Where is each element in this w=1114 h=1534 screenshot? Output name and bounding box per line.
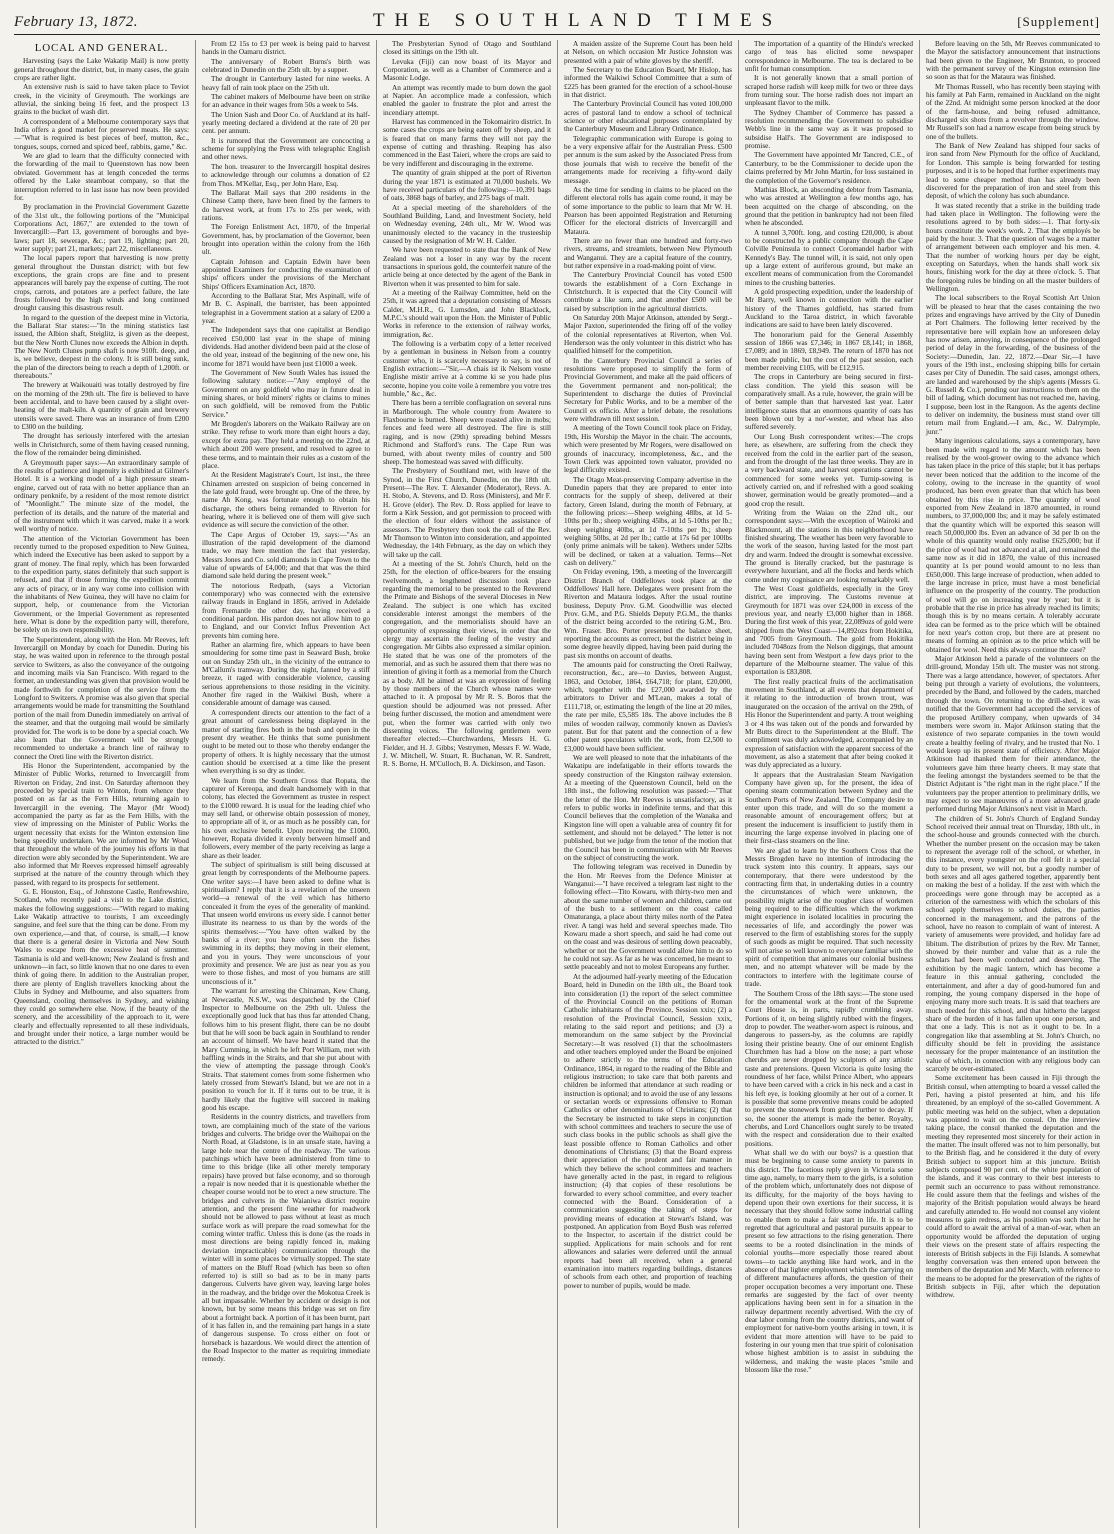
section-heading: LOCAL AND GENERAL.: [34, 42, 169, 54]
article-paragraph: A gold prospecting expedition, under the leadership of Mr Barry, well known in connection with the earlier history of the Thames goldfield, has started from Auckland to the Taroa district, in which favorable indications are said to have been lately discovered.: [745, 287, 913, 330]
article-paragraph: A tunnel 3,700ft. long, and costing £20,000, is about to be constructed by a public company through the Cape Colville Peninsula to connect Coromandel harbor with Kennedy's Bay. The tunnel will, it is said, not only open up a large extent of auriferous ground, but make an excellent means of communication from the Coromandel mines to the crushing batteries.: [745, 228, 913, 287]
article-paragraph: It is not generally known that a small portion of scraped horse radish will keep milk for two or three days from turning sour. The horse radish does not impart an unpleasant flavor to the milk.: [745, 74, 913, 108]
article-paragraph: We have been requested to state that the Bank of New Zealand was not a loser in any way by the recent transactions in spurious gold, the counterfeit nature of the article being at once detected by the agent of the Bank in Riverton when it was presented to him for sale.: [383, 246, 551, 288]
article-paragraph: Rather an alarming fire, which appears to have been smouldering for some time past in Seaward Bush, broke out on Sunday 25th ult., in the vicinity of the entrance to M'Callum's tramway. During the night, fanned by a stiff breeze, it raged with considerable violence, causing serious apprehensions to those residing in the vicinity. Another fire raged in the Waikiwi Bush, where a considerable amount of damage was caused.: [202, 641, 370, 708]
article-paragraph: Captain Johnson and Captain Edwin have been appointed Examiners for conducting the examination of ships' officers under the provisions of the Merchant Ships' Officers Examination Act, 1870.: [202, 257, 370, 291]
article-paragraph: G. E. Houston, Esq., of Johnstone Castle, Renfrewshire, Scotland, who recently paid a visit to the Lake district, makes the following suggestions:—"With regard to making Lake Wakatip attractive to tourists, I am exceedingly sanguine, and feel sure that the thing can be done. From my own experience,—and that, of course, is small,—I know that there is a general desire in Victoria and New South Wales to escape from the excessive heat of summer. Tasmania is old and well-known; New Zealand is fresh and unknown—in fact, so little known that no one dares to even think of going there. In addition to the Australian proper, there are plenty of English travellers knocking about the Clubs in Sydney and Melbourne, and also squatters from Queensland, cooling themselves in Sydney, and wishing they could go somewhere else. Now, if the beauty of the scenery, and the accessibility of the approach to it, were clearly and effectually represented to all these individuals, and brought under their notice, a large number would be attracted to the district.": [14, 888, 189, 1047]
article-paragraph: The following telegram was received in Dunedin by the Hon. Mr Reeves from the Defence Minister at Wanganui:—"I have received a telegram last night to the following effect—Tito Kowaru, with thirty-two men and about the same number of women and children, came out of the bush to a settlement on the coast called Omaturanga, a place about thirty miles north of the Patea river. A tangi was held and several speeches made. Tito Kowaru made a short speech, and said he had come out on the coast and was desirous of settling down peaceably, whether or not the Government would allow him to do so he could not say. As far as he was concerned, he meant to settle peaceably and not to molest Europeans any further.: [564, 863, 732, 972]
article-paragraph: Mathias Block, an absconding debtor from Tasmania, who was arrested at Wellington a few months ago, has been acquitted on the charge of absconding, on the ground that the petition in bankruptcy had not been filed when he absconded.: [745, 185, 913, 228]
article-paragraph: The Ballarat Mail says that 200 residents in the Chinese Camp there, have been fined by the farmers to do harvest work, at from 17s to 25s per week, with rations.: [202, 188, 370, 222]
article-paragraph: A maiden assize of the Supreme Court has been held at Nelson, on which occasion Mr Justice Johnston was presented with a pair of white gloves by the sheriff.: [564, 40, 732, 65]
article-paragraph: Writing from the Waiau on the 22nd ult., our correspondent says:—With the exception of Wairoki and Blackmount, all the stations in this neighborhood have finished shearing. The weather has been very favorable to the work of the season, having lasted for the most part dry and warm. Indeed the drought is somewhat excessive. The ground is literally cracked, but the pasturage is everywhere luxuriant, and all the flocks and herds which come under my cognisance are looking remarkably well.: [745, 508, 913, 584]
article-paragraph: The Cape Argus of October 19, says:—"As an illustration of the rapid development of the diamond trade, we may here mention the fact that yesterday, Messrs Jones and Co. sold diamonds in Cape Town to the value of upwards of £4,000; and that that was the third diamond sale held during the present week.": [202, 530, 370, 581]
article-paragraph: A meeting of the Town Council took place on Friday, 19th, His Worship the Mayor in the chair. The accounts, which were presented by Mr Rogers, were disallowed on grounds of inaccuracy, incompleteness, &c., and the Town Clerk was appointed town valuator, provided no legal difficulty existed.: [564, 424, 732, 475]
column-6: [919, 40, 1100, 1528]
article-paragraph: The local subscribers to the Royal Scottish Art Union will be pleased to hear that the cases containing the two prizes and engravings have arrived by the City of Dunedin at Port Chalmers. The following letter received by the representative here will explain how an unforeseen delay has now arisen, annoying, in consequence of the prolonged period of delay in the forwarding, of the business of the Society:—Dunedin, Jan. 22, 1872.—Dear Sir,—I have yours of the 19th inst., enclosing shipping bills for certain cases per City of Dunedin. The said cases, amongst others, are landed and warehoused by the ship's agents (Messrs G. G. Russell & Co.), pending our instructions to them on the bill of lading, which document has not reached me, having, I suppose, been lost in the Rangoon. As the agents decline to deliver on indemnity, the business must stand over till return mail from England.—I am, &c., W. Dalrymple, junr.": [926, 294, 1100, 436]
column-3: [376, 40, 557, 1528]
article-paragraph: The honorarium paid for the General Assembly session of 1866 was £7,346; in 1867 £8,141; in 1868, £7,089; and in 1869, £8,949. The return of 1870 has not been made public, but the cost of the past session, each member receiving £105, will be £12,915.: [745, 330, 913, 373]
article-paragraph: The attention of the Victorian Government has been recently turned to the proposed expedition to New Guinea, which indeed the Executive has been asked to support by a grant of money. The final reply, which has been forwarded to the expedition party, states definitely that such support is refused, and that if those forming the expedition commit any acts of piracy, or in any way come into collision with the inhabitants of New Guinea, they will have no claim for support, help, or countenance from the Victorian Government, or the Imperial Government as represented here. What is done by the expedition party will, therefore, be solely on its own responsibility.: [14, 534, 189, 635]
article-paragraph: The cabinet makers of Melbourne have been on strike for an advance in their wages from 50s a week to 54s.: [202, 93, 370, 110]
article-paragraph: Major Atkinson held a parade of the volunteers on the drill-ground, Monday 15th ult. The muster was not strong. There was a large attendance, however, of spectators. After being put through a variety of evolutions, the volunteers, preceded by the Band, and followed by the cadets, marched through the town. On returning to the drill-shed, it was notified that the Government had accepted the services of the proposed Artillery company, when upwards of 34 members were sworn in. Major Atkinson stating that the existence of two separate companies in the town would create a healthy feeling of rivalry, and he trusted that No. 1 would keep up its present state of efficiency. After Major Atkinson had thanked them for their attendance, the volunteers gave him three hearty cheers. It may state that the feeling amongst the bystanders seemed to be that the District Adjutant is "the right man in the right place." If the volunteers pay the proper attention to preliminary drills, we may expect to see manœuvres of a more advanced grade performed during Major Atkinson's next visit in March.: [926, 655, 1100, 814]
article-paragraph: The Canterbury Provincial Council has voted £500 towards the establishment of a Corn Exchange in Christchurch. It is expected that the City Council will contribute a like sum, and that another £500 will be raised by subscription in the agricultural districts.: [564, 271, 732, 313]
article-paragraph: The subject of spiritualism is still being discussed at great length by correspondents of the Melbourne papers. One writer says:—I have been asked to define what is spiritualism? I reply that it is a revelation of the unseen world—a renewal of the veil which has hitherto concealed it from the eyes of the generality of mankind. That unseen world environs us every side. I cannot better illustrate its nearness to us than by the words of the spirits themselves:—"You have often walked by the banks of a river; you have often seen the fishes swimming in its depths; they moving in their element, and you in yours. They were unconscious of your proximity and presence. We are just as near you as you were to those fishes, and most of you humans are still unconscious of it.": [202, 861, 370, 986]
article-paragraph: The Presbytery of Southland met, with leave of the Synod, in the First Church, Dunedin, on the 18th ult. Present—The Rev. T. Alexander (Moderator), Revs. A. H. Stobo, A. Stevens, and D. Ross (Ministers), and Mr F. H. Grove (elder). The Rev. D. Ross applied for leave to form a Kirk Session, and got permission to proceed with the election of four elders without the assistance of assessors. The Presbytery then took the call of the Rev. Mr Thomson to Winton into consideration, and appointed Wednesday, the 14th February, as the day on which they will take up the call.: [383, 467, 551, 559]
article-paragraph: The Sydney Chamber of Commerce has passed a resolution recommending the Government to subsidise Webb's line in the same way as it was proposed to subsidise Hall's. The Government are indisposed to promise.: [745, 108, 913, 151]
article-paragraph: From £2 15s to £3 per week is being paid to harvest hands in the Oamaru district.: [202, 40, 370, 57]
article-paragraph: The children of St. John's Church of England Sunday School received their annual treat on Thursday, 18th ult., in the school-house and grounds connected with the church. Whether the number present on the occasion may be taken to represent the average roll of the school, or whether, in this instance, every youngster on the roll felt it a special duty to be present, we will not, but a goodly number of both sexes and all ages gathered together, apparently bent on making the best of a holiday. If the zest with which the proceedings were gone through may be accepted as a criterion of the earnestness with which the scholars of this school apply themselves to school duties, the parties concerned in the management, and the patrons of the school, have no reason to complain of want of interest. A variety of amusements were provided, and holiday fare ad libitum. The distribution of prizes by the Rev. Mr Tanner, showed by their number and value that as a rule the scholars had been well conducted and deserving. The exhibition by the magic lantern, which has become a feature in this annual gathering, concluded the entertainment, and after a day of good-humored fun and romping, the young company dispersed in the hope of enjoying many more such treats. It is said that teachers are much needed for this school, and that hitherto the largest share of the burden of it has fallen upon one person, and that one a lady. This is not as it ought to be. In a congregation like that assembling at St. John's Church, no difficulty should be felt in providing the assistance necessary for the proper maintenance of an institution the value of which, in connection with any religious body can scarcely be over-estimated.: [926, 814, 1100, 1073]
article-paragraph: Before leaving on the 5th, Mr Reeves communicated to the Mayor the satisfactory announcement that instructions had been given to the Engineer, Mr Brunton, to proceed with the permanent survey of the Kingston extension line so soon as that for the Mataura was finished.: [926, 40, 1100, 82]
article-paragraph: There are no fewer than one hundred and forty-two rivers, streams, and streamlets, between New Plymouth and Wanganui. They are a capital feature of the country, but rather expensive in a road-making point of view.: [564, 236, 732, 270]
article-paragraph: The importation of a quantity of the Hindu's wrecked cargo of teas has elicited some newspaper correspondence in Melbourne. The tea is declared to be unfit for human consumption.: [745, 40, 913, 74]
article-paragraph: By proclamation in the Provincial Government Gazette of the 31st ult., the following portions of the "Municipal Corporations Act, 1867," are extended to the town of Invercargill:—Part 13, government of boroughs and bye-laws; part 18, sewerage, &c.; part 19, lighting; part 20, water supply; part 21, markets; part 22, miscellaneous.: [14, 203, 189, 253]
article-paragraph: We learn from the Southern Cross that Ropata, the capturer of Kereopa, and dealt handsomely with in that colony, has elected the Government as trustee in respect to the £1000 reward. It is usual for the leading chief who may sell land, or otherwise obtain possession of money, to appropriate all of it, or as much as he possibly can, for his own exclusive benefit. Upon receiving the £1000, however, Ropata divided it evenly between himself and followers, every member of the party receiving as large a share as their leader.: [202, 776, 370, 860]
masthead-rule: [14, 34, 1100, 35]
article-paragraph: We are glad to learn by the Southern Cross that the Messrs Brogden have no intention of introducing the truck system into this country. It appears, says our contemporary, that there were understood by the contracting firm that, in undertaking duties in a country the circumstances of which were unknown, the possibility might arise of the rougher class of workmen being required to the difficulties which the workmen might experience in isolated localities in procuring the necessaries of life, and accordingly the power was reserved to the firm of establishing stores for the supply of such goods as might be required. That such necessity will not arise so well known to everyone familiar with the spirit of competition that animates our colonial business men, and no attempt whatever will be made by the contractors to interfere with the legitimate course of trade.: [745, 846, 913, 989]
article-paragraph: The crops in Canterbury are being secured in first-class condition. The yield this season will be comparatively small. As a rule, however, the grain will be of better sample than that harvested last year. Later intelligence states that an enormous quantity of oats has been blown out by a nor'-wester, and wheat has also suffered severely.: [745, 373, 913, 432]
article-paragraph: The Government of New South Wales has issued the following salutary notice:—"Any employé of the Government on any goldfield who may in future deal in mining shares, or hold miners' rights or claims to mines on such goldfield, will be removed from the Public Service.": [202, 369, 370, 419]
article-paragraph: The notorious Redpath, (says a Victorian contemporary) who was connected with the extensive railway frauds in England in 1856, arrived in Adelaide from Fremantle the other day, having received a conditional pardon. His pardon does not allow him to go to England, and our Convict Influx Prevention Act prevents him coming here.: [202, 581, 370, 640]
article-paragraph: Mr Thomas Russell, who has recently been staying with his family at Pah Farm, remained in Auckland on the night of the 22nd. At midnight some person knocked at the door of the farm-house, and being refused admittance, discharged six shots from a revolver through the window. Mr Russell's son had a narrow escape from being struck by one of the bullets.: [926, 82, 1100, 141]
article-paragraph: The Superintendent, along with the Hon. Mr Reeves, left Invercargill on Monday by coach for Dunedin. During his stay, he was waited upon in reference to the through postal service to Switzers, as also the conveyance of the outgoing and incoming mails via San Francisco. With regard to the former, an understanding was given that provision would be made forthwith for completion of the service from the Longford to Switzers. A promise was also given that special arrangements would be made for transmitting the Southland portion of the mail from Dunedin immediately on arrival of the steamer, and that the outgoing mail would be similarly provided for. The work is to be done by a special coach. We also learn that the Government will be strongly recommended to undertake a branch line of railway to connect the Oreti line with the Riverton district.: [14, 635, 189, 761]
article-paragraph: The Secretary to the Education Board, Mr Hislop, has informed the Waikiwi School Committee that a sum of £225 has been granted for the erection of a school-house in that district.: [564, 66, 732, 100]
article-paragraph: The Independent says that one capitalist at Bendigo received £50,000 last year in the shape of mining dividends. Had another dividend been paid at the close of the old year, instead of the beginning of the new one, his income for 1871 would have been just £1000 a week.: [202, 326, 370, 368]
article-paragraph: As the time for sending in claims to be placed on the different electoral rolls has again come round, it may be of some importance to the public to learn that Mr W. H. Pearson has been appointed Registration and Returning Officer for the electoral districts of Invercargill and Mataura.: [564, 185, 732, 236]
article-paragraph: Residents in the country districts, and travellers from town, are complaining much of the state of the various bridges and culverts. The bridge over the Waihopai on the North Road, at Gladstone, is in an unsafe state, having a large hole near the centre of the roadway. The various patchings which have been administered from time to time to this bridge (like all other merely temporary repairs) have proved but false economy, and so thorough a repair is now needed that it is questionable whether the cheaper course would not be to erect a new structure. The bridges and culverts in the Waianiwa district require attention, and the present fine weather for roadwork should not be allowed to pass without at least as much surface work as will prepare the road somewhat for the coming winter traffic. Unless this is done (as the roads in most directions are being rapidly fenced in, making deviation impracticable) communication through the winter will in some places be virtually stopped. The state of matters on the Bluff Road (which has been so often referred to) is still so bad as to be in many parts dangerous. Culverts have given way, leaving large holes in the roadway, and the bridge over the Mokotua Creek is all but impassable. Whether by accident or design is not known, but by some means this bridge was set on fire about a fortnight back. A portion of it has been burnt, part of it has fallen in, and the remaining part hangs in a state of dangerous suspense. To cross either on foot or horseback is hazardous. We would direct the attention of the Road Inspector to the matter as requiring immediate remedy.: [202, 1113, 370, 1364]
article-paragraph: The amounts paid for constructing the Oreti Railway, reconstruction, &c., are—to Davies, between August, 1863, and October, 1864, £64,718; for plant, £20,000, which, together with the £27,000 awarded by the arbitrators to Driver and M'Lean, makes a total of £111,718, or, estimating the length of the line at 20 miles, the rate per mile, £5,585 18s. The above includes the 8 miles of wooden railway, commonly known as Davies's patent. But for that patent and the connection of a few other patent speculators with the work, from £2,500 to £3,000 would have been sufficient.: [564, 661, 732, 753]
column-5: [738, 40, 919, 1528]
article-paragraph: At a special meeting of the shareholders of the Southland Building, Land, and Investment Society, held on Wednesday evening, 24th ult., Mr W. Wood was unanimously elected to the vacancy in the trusteeship caused by the resignation of Mr W. H. Calder.: [383, 203, 551, 245]
article-paragraph: The anniversary of Robert Burns's birth was celebrated in Dunedin on the 25th ult. by a supper.: [202, 57, 370, 75]
article-paragraph: The Otago Meat-preserving Company advertise in the Dunedin papers that they are prepared to enter into contracts for the supply of sheep, delivered at their factory, Green Island, during the month of February, at the following prices:—Sheep weighing 48lbs, at 1d 5-10ths per lb.; sheep weighing 45lbs, at 1d 5-10ths per lb.; sheep weighing 40lbs, at 1d 7-10ths per lb.; sheep weighing 50lbs, at 2d per lb.; cattle at 17s 6d per 100lbs (only prime animals will be taken). Wethers under 52lbs will be declined, or taken at a valuation. Terms—Net cash on delivery.": [564, 475, 732, 567]
article-paragraph: It is rumored that the Government are concocting a scheme for supplying the Press with telegraphic English and other news.: [202, 136, 370, 162]
article-paragraph: The drought has seriously interfered with the artesian wells in Christchurch, some of them having ceased running, the flow of the remainder being diminished.: [14, 432, 189, 458]
article-paragraph: The Bank of New Zealand has shipped four sacks of iron sand from New Plymouth for the office of Auckland, for London. This sample is being forwarded for testing purposes, and it is to be hoped that further experiments may lead to some cheaper method than has already been discovered for the preparation of iron and steel from this deposit, of which the colony has such abundance.: [926, 142, 1100, 201]
article-paragraph: A Greymouth paper says:—An extraordinary sample of the results of patience and ingenuity is exhibited at Gilmer's Hotel. It is a working model of a high pressure steam-engine, carved out of rata with no better appliance than an ordinary penknife, by a resident of the most remote district of "Moonlight." The minute size of the model, the perfection of its details, and the nature of the material and of the instrument with which it was carved, make it a work well worthy of notice.: [14, 458, 189, 534]
newspaper-title: THE SOUTHLAND TIMES: [372, 10, 783, 31]
article-paragraph: In the Canterbury Provincial Council a series of resolutions were proposed to simplify the form of Provincial Government, and make all the paid officers of the Government permanent and non-political; the Superintendent to discharge the duties of Provincial Secretary for Public Works, and to be a member of the Council ex officio. After a brief debate, the resolutions were withdrawn till next session.: [564, 356, 732, 424]
article-paragraph: The first really practical fruits of the acclimatisation movement in Southland, at all events that department of it relating to the introduction of brown trout, was inaugurated on the occasion of the arrival on the 29th, of His Honor the Superintendent and party. A trout weighing 3 or 4 lbs was taken out of the ponds and forwarded by Mr Butts direct to the Superintendent at the Bluff. The compliment was duly acknowledged, accompanied by an expression of satisfaction with the apparent success of the movement, as also a statement that after being cooked it was duly appreciated as a luxury.: [745, 677, 913, 770]
article-paragraph: It appears that the Australasian Steam Navigation Company have given up, for the present, the idea of opening steam communication between Sydney and the Southern Ports of New Zealand. The Company desire to enter upon this trade, and will do so the moment a reasonable amount of encouragement offers; but at present the inducement is insufficient to justify them in incurring the large expense involved in placing one of their first-class steamers on the line.: [745, 770, 913, 846]
article-paragraph: Our Long Bush correspondent writes:—The crops here, as elsewhere, are suffering from the check they received from the cold in the earlier part of the season, and from the drought of the last three weeks. They are in a very backward state, and harvest operations cannot be commenced for some weeks yet. Turnip-sowing is actively carried on, and if refreshed with a good soaking shower, germination would be greatly promoted—and a good crop the result.: [745, 432, 913, 508]
article-paragraph: In regard to the question of the deepest mine in Victoria, the Ballarat Star states:—"In the mining statistics last issued, the Albion shaft, Steiglitz, is given as the deepest, but the New North Clunes now exceeds the Albion in depth. The New North Clunes pump shaft is now 910ft. deep, and is, we believe, deepest in the colony. It is still being sunk, the plan of the directors being to reach a depth of 1,200ft. or thereabouts.": [14, 313, 189, 381]
article-paragraph: At the adjourned half-yearly meeting of the Education Board, held in Dunedin on the 18th ult., the Board took into consideration (1) the report of the select committee of the Provincial Council on the petitions of Roman Catholic inhabitants of the Province, Session xxix; (2) a resolution of the Provincial Council, Session xxix, relating to the said report and petitions; and (3) a memorandum on the same subject by the Provincial Secretary:—It was resolved (1) that the schoolmasters and other teachers employed under the Board be enjoined to adhere strictly to the terms of the Education Ordinance, 1864, in regard to the reading of the Bible and religious instruction; to take care that both parents and children be informed that attendance at such reading or instruction is optional; and to avoid the use of any lessons or sectarian words or expressions offensive to Roman Catholics or other denominations of Christians; (2) that the Secretary be instructed to take steps in conjunction with school committees and teachers to secure the use of such class books in the public schools as shall give the least possible offence to Roman Catholics and other denominations of Christians; (3) that the Board express their appreciation of the prudent and fair manner in which they believe the school committees and teachers have generally acted in the past, in regard to religious instruction; (4) that copies of these resolutions be forwarded to every school committee, and every teacher connected with the Board. Consideration of a communication suggesting the taking of steps for providing means of education at Stewart's Island, was postponed. An application from Boyd Bush was referred to the Inspector, to ascertain if the district could be supplied. Applications for main schools and for rent allowances and salaries were deferred until the annual reports had been all received, when a general examination into matters regarding buildings, distances of schools from each other, and proportion of teaching power to number of pupils, would be made.: [564, 972, 732, 1290]
columns: [14, 40, 1100, 1528]
article-paragraph: On Friday evening, 19th, a meeting of the Invercargill District Branch of Oddfellows took place at the Oddfellows' Hall here. Delegates were present from the Riverton and Mataura lodges. After the usual routine business, Deputy Prov. G.M. Goodwillie was elected Prov. G.M., and P.G. Shields Deputy P.G.M., the thanks of the district being accorded to the retiring G.M., Bro. Wm. Fraser. Bro. Porter presented the balance sheet, reporting the accounts as correct, but the district being in some degree heavily dipped, having been paid during the past six months on account of deaths.: [564, 568, 732, 660]
column-4: [557, 40, 738, 1528]
article-paragraph: Mr Brogden's laborers on the Waikato Railway are on strike. They refuse to work more than eight hours a day, except for extra pay. They held a meeting on the 22nd, at which about 200 were present, and resolved to agree to these terms, and to maintain their rules as a custom of the place.: [202, 420, 370, 470]
article-paragraph: Telegraphic communication with Europe is going to be a very expensive affair for the Australian Press. £500 per annum is the sum asked by the Associated Press from those journals that wish to receive the benefit of the arrangements made for receiving a fifty-word daily message.: [564, 134, 732, 185]
article-paragraph: An extensive rush is said to have taken place to Teviot creek, in the vicinity of Greymouth. The workings are alluvial, the sinking being 16 feet, and the prospect 13 grains to the bucket of wash dirt.: [14, 83, 189, 117]
article-paragraph: Some excitement has been caused in Fiji through the British consul, when attempting to board a vessel called the Peri, having a pistol presented at him, and his life threatened, by an employé of the so-called Government. A public meeting was held on the subject, when a deputation was appointed to wait on the consul. On the interview taking place, the consul thanked the deputation and the meeting they represented most sincerely for their action in the matter. The insult offered was not to him personally, but to the British flag, and he considered it the duty of every British subject to support him at this juncture. British subjects composed 90 per cent. of the white population of the islands, and it was contrary to their best interests to permit such an occurrence to pass without remonstrance. He could assure them that the feelings and wishes of the majority of the British population would always be heard and carefully attended to. He would not counsel any violent measures to gain redress, as his position was such that he could afford to await the arrival of a man-of-war, when an opportunity would be afforded the deputation of urging their views on the present state of affairs respecting the interests of British subjects in the Fiji Islands. A somewhat lengthy conversation was then entered upon between the members of the deputation and Mr March, with reference to the means to be adopted for the preservation of the rights of British subjects in Fiji, after which the deputation withdrew.: [926, 1074, 1100, 1300]
article-paragraph: At a meeting of the St. John's Church, held on the 25th, for the election of office-bearers for the ensuing twelvemonth, a lengthened discussion took place regarding the memorial to be presented to the Reverend the Primate and Bishops of the several Dioceses in New Zealand. The subject is one which has excited considerable interest amongst the members of the congregation, and the memorialists should have an opportunity of expressing their views, in order that the clergy may ascertain the feeling of the vestry and congregation. Mr Gibbs also expressed a similar opinion. He stated that he was one of the promoters of the memorial, and as such he assured them that there was no intention of giving it forth as a memorial from the Church as a body. All he aimed at was an expression of feeling by those members of the Church whose names were attached to it. A proposal by Mr R. S. Boros that the question should be adjourned was not pressed. After being further discussed, the motion and amendment were put, when the former was carried with only two dissenting voices. The following gentlemen were thereafter elected:—Churchwardens, Messrs H. G. Fielder, and H. J. Gibbs; Vestrymen, Messrs F. W. Wade, J. W. Mitchell, W. Stuart, R. Buchanan, W. R. Sandrett, R. S. Borne, H. M'Culloch, B. A. Dickinson, and Tason.: [383, 559, 551, 769]
column-2: [195, 40, 376, 1528]
article-paragraph: The quantity of grain shipped at the port of Riverton during the year 1871 is estimated at 70,000 bushels. We have received particulars of the following:—10,391 bags of oats, 3868 bags of barley, and 275 bags of malt.: [383, 169, 551, 203]
article-paragraph: His Honor the Superintendent, accompanied by the Minister of Public Works, returned to Invercargill from Riverton on Friday, 2nd inst. On Saturday afternoon they proceeded by special train to Winton, from whence they posted on as far as the Fern Hills, returning again to Invercargill in the evening. The Mayor (Mr Wood) accompanied the party as far as the Fern Hills, with the view of impressing on the Minister of Public Works the urgent necessity that exists for the Winton extension line being speedily undertaken. We are informed by Mr Wood that throughout the whole of the journey his efforts in that direction were ably seconded by the Superintendent. We are also informed that Mr Reeves expressed himself agreeably surprised at the nature of the country through which they passed, with regard to its prospects for settlement.: [14, 761, 189, 887]
supplement-label: [Supplement]: [1017, 14, 1100, 29]
article-paragraph: The brewery at Waikouaiti was totally destroyed by fire on the morning of the 29th ult. The fire is believed to have been accidental, and to have been caused by a slight over-heating of the malt-kiln. A quantity of grain and brewery utensils were saved. There was an insurance of from £200 to £300 on the building.: [14, 381, 189, 432]
article-paragraph: Harvesting (says the Lake Wakatip Mail) is now pretty general throughout the district, but, in many cases, the grain crops are rather light.: [14, 57, 189, 83]
article-paragraph: The Government have appointed Mr Tancred, C.E., of Canterbury, to be the Commissioner to decide upon the claims preferred by Mr John Martin, for loss sustained in the completion of the Governor's residence.: [745, 151, 913, 185]
issue-date: February 13, 1872.: [14, 14, 138, 30]
article-paragraph: Many ingenious calculations, says a contemporary, have been made with regard to the amount which has been realised by the wool-grower owing to the advance which has taken place in the price of this staple; but it has perhaps never been noticed that the addition to the income of the colony, owing to the increase in the quantity of wool produced, has been even greater than that which has been obtained by this rise in price. The quantity of wool exported from New Zealand in 1870 amounted, in round numbers, to 37,000,000 lbs; and it may be safely estimated that the quantity which will be exported this season will reach 50,000,000 lbs. Even an advance of 3d per lb on the whole of this quantity would only realise £625,000; but if the price of wool had not advanced at all, and remained the same now as it did in 1870, the value of this increased quantity at 1s per pound would amount to no less than £650,000. This large increase of production, when added to the large increase in price, must have a most beneficial influence on the prosperity of the country. The production of wool will go on increasing year by year; but it is probable that the rise in price has already reached its limits; though this is by no means certain. A tolerably accurate idea can be formed as to the price which will be obtained for next year's cotton crop, but there are at present no means of forming an opinion as to the price which will be obtained for wool. Need this always continue the case?: [926, 437, 1100, 654]
article-paragraph: We are glad to learn that the difficulty connected with the forwarding of the mail to Queenstown has now been obviated. Government has at length conceded the terms offered by the Lake steamboat company, so that the interruption referred to in last issue has now been provided for.: [14, 152, 189, 202]
article-paragraph: The West Coast goldfields, especially in the Grey district, are improving. The Customs revenue at Greymouth for 1871 was over £24,000 in excess of the previous year, and nearly £3,000 higher than in 1868. During the first week of this year, 22,089ozs of gold were shipped from the West Coast—14,892ozs from Hokitika, and 7005 from Greymouth. The gold from Hokitika included 7048ozs from the Nelson diggings, that amount having been sent from Westport a few days prior to the departure of the Melbourne steamer. The value of this exportation is £83,808.: [745, 585, 913, 677]
article-paragraph: It was stated recently that a strike in the building trade had taken place in Wellington. The following were the resolutions agreed to by both sides:—1. That forty-six hours constitute the week's work. 2. That the employés be paid by the hour. 3. That the question of wages be a matter of arrangement between each employer and his men. 4. That the number of working hours per day be eight, excepting on Saturdays, when the hands shall work six hours, finishing work for the day at three o'clock. 5. That the foregoing rules be binding on all the master builders of Wellington.: [926, 201, 1100, 293]
article-paragraph: The Southern Cross of the 18th says:—The stone used for the ornamental work at the front of the Supreme Court House is, in parts, rapidly crumbling away. Portions of it, on being slightly rubbed with the fingers, drop to powder. The weather-worn aspect is ruinous, and dangerous to passers-by, as the columns are rapidly losing their pristine beauty. One of our eminent English Churchmen has had a blow on the nose; a part whose cherubs are never dropped by sculptors of any artistic taste and pretensions. Queen Victoria is quite losing the roundness of her face, whilst Prince Albert, who appears to have been carved with a crick in his neck and a cast in his left eye, is looking gloomily at her out of a corner. It is possible that some preventive means could be adopted to prevent the stonework from going further to decay. If so, the sooner the attempt is made the better. Royalty, cherubs, and Lord Chancellors ought surely to be treated with the respect and consideration due to their exalted positions.: [745, 989, 913, 1148]
article-paragraph: The hon. treasurer to the Invercargill hospital desires to acknowledge through our columns a donation of £2 from Thos. M'Kellar, Esq., per John Hare, Esq.: [202, 162, 370, 188]
article-paragraph: At the Resident Magistrate's Court, 1st inst., the three Chinamen arrested on suspicion of being concerned in the late gold fraud, were brought up. One of the three, by name Ah Kong, was fortunate enough to obtain his discharge, the others being remanded to Riverton for hearing, where it is believed one of them will give such evidence as will secure the conviction of the other.: [202, 471, 370, 530]
masthead: [14, 10, 1100, 32]
article-paragraph: We are well pleased to note that the inhabitants of the Wakatipu are indefatigable in their efforts towards the speedy construction of the Kingston railway extension. At a meeting of the Queenstown Council, held on the 18th inst., the following resolution was passed:—"That the letter of the Hon. Mr Reeves is unsatisfactory, as it refers to public works in indefinite terms, and that this Council believes that the completion of the Wanaka and Kingston line will open a valuable area of country fit for settlement, and should not be delayed." The letter is not published, but we judge from the tenor of the motion that the Council has been in communication with Mr Reeves on the subject of constructing the work.: [564, 753, 732, 862]
article-paragraph: The Foreign Enlistment Act, 1870, of the Imperial Government, has, by proclamation of the Governor, been brought into operation within the colony from the 16th ult.: [202, 223, 370, 257]
article-paragraph: On Saturday 20th Major Atkinson, attended by Sergt.-Major Paxton, superintended the firing off of the volley of the colonial representatives at Riverton, when Vol. Henderson was the only volunteer in this district who has qualified himself for the competition.: [564, 314, 732, 356]
article-paragraph: Levuka (Fiji) can now boast of its Mayor and Corporation, as well as a Chamber of Commerce and a Masonic Lodge.: [383, 57, 551, 83]
article-paragraph: What shall we do with our boys? is a question that must be beginning to cause some anxiety to parents in this district. The facetious reply given in Victoria some time ago, namely, to marry them to the girls, is a solution of the problem which, unfortunately does not dispose of its difficulty, for the majority of the boys having to depend upon their own exertions for their success, it is necessary that they should follow some industrial calling to enable them to make a fair start in life. It is to be regretted that agricultural and pastoral pursuits appear to present so few attractions to the rising generation. There seems to be a rooted disinclination in the minds of colonial youths—more especially those reared about towns—to tackle anything like hard work, and in the absence of that lighter employment which the carrying on of different manufactures affords, the question of their proper occupation becomes a very important one. These remarks are suggested by the fact of over twenty applications having been sent in for a situation in the railway department recently advertised. With the cry of dear labor coming from the country districts, and want of employment for native-born youths arising in town, it is evident that more attention will have to be paid to fostering in our young men that true spirit of colonisation whose highest ambition is to assist in subduing the wilderness, and making the waste places "smile and blossom like the rose.": [745, 1149, 913, 1374]
article-paragraph: There has been a terrible conflagration on several runs in Marlborough. The whole country from Awatere to Flaxbourne is burned. Sheep were roasted alive in mobs; fences and feed were all destroyed. The fire is still raging, and is now (29th) spreading behind Messrs Richmond and Stafford's runs. The Cape Run was burned, with about twenty miles of country and 500 sheep. The homestead was saved with difficulty.: [383, 399, 551, 466]
article-paragraph: The following is a verbatim copy of a letter received by a gentleman in business in Nelson from a country customer who, it is scarcely necessary to say, is not of English extraction:—"Sir,—A chais ist ik Nelsom vosne Englishe mistir arrive at à comme ki se you hade plus seconte, hopine you coite voile à remembre you votre tres humble," &c., &c.: [383, 340, 551, 399]
article-paragraph: According to the Ballarat Star, Mrs Aspinall, wife of Mr B. C. Aspinall, the barrister, has been appointed telegraphist in a Government station at a salary of £200 a year.: [202, 291, 370, 325]
article-paragraph: The local papers report that harvesting is now pretty general throughout the Dunstan district; with but few exceptions, the grain crops are fine and to present appearances will barely pay the expense of cutting. The root crops, carrots, and potatoes are a perfect failure, the late frosts followed by the high winds and long continued drought causing this disastrous result.: [14, 254, 189, 313]
article-paragraph: An attempt was recently made to burn down the gaol at Napier. An accomplice made a confession, which enabled the gaoler to frustrate the plot and arrest the incendiary attempt.: [383, 83, 551, 117]
article-paragraph: The warrant for arresting the Chinaman, Kew Chang, at Newcastle, N.S.W., was despatched by the Chief Inspector to Melbourne on the 29th ult. Unless the exceptionally good luck that has thus far attended Chang, follows him to his present flight, there can be no doubt but that he will soon be back again in Southland to render an account of himself. We have heard it stated that the Mary Cumming, in which he left Port William, met with baffling winds in the Straits, and that she put about with the view of attempting the passage through Cook's Straits. That statement comes from some fishermen who lately crossed from Stewart's Island, but we are not in a position to vouch for it. If it turns out to be true, it is hardly likely that the fugitive will succeed in making good his escape.: [202, 987, 370, 1112]
article-paragraph: The drought in Canterbury lasted for nine weeks. A heavy fall of rain took place on the 25th ult.: [202, 75, 370, 92]
article-paragraph: The Canterbury Provincial Council has voted 100,000 acres of pastoral land to endow a school of technical science or other educational purposes contemplated by the Canterbury Museum and Library Ordinance.: [564, 100, 732, 134]
column-1: [14, 40, 195, 1528]
article-paragraph: A correspondent of a Melbourne contemporary says that India offers a good market for preserved meats. He says:—"What is required is best pieces of beef, mutton, &c., tongues, soups, corned and spiced beef, rabbits, game," &c.: [14, 117, 189, 151]
article-paragraph: A correspondent directs our attention to the fact of a great amount of carelessness being displayed in the matter of starting fires both in the bush and open in the present dry weather. He thinks that some punishment ought to be meted out to those who thereby endanger the property of others. It is highly necessary that the utmost caution should be exercised at a time like the present when everything is so dry as tinder.: [202, 708, 370, 776]
article-paragraph: Harvest has commenced in the Tokomairiro district. In some cases the crops are being eaten off by sheep, and it is feared that on many farms they will not pay the expense of cutting and thrashing. Reaping has also commenced in the East Taieri, where the crops are said to be very indifferent and discouraging in the extreme.: [383, 118, 551, 168]
article-paragraph: At a meeting of the Railway Committee, held on the 25th, it was agreed that a deputation consisting of Messrs Calder, M.H.R., G. Lumsden, and John Blacklock, M.P.C.'s should wait upon the Hon. the Minister of Public Works in reference to the extension of railway works, immigration, &c.: [383, 288, 551, 339]
article-paragraph: The Union Sash and Door Co. of Auckland at its half-yearly meeting declared a dividend at the rate of 20 per cent. per annum.: [202, 110, 370, 136]
article-paragraph: The Presbyterian Synod of Otago and Southland closed its sittings on the 19th ult.: [383, 40, 551, 57]
